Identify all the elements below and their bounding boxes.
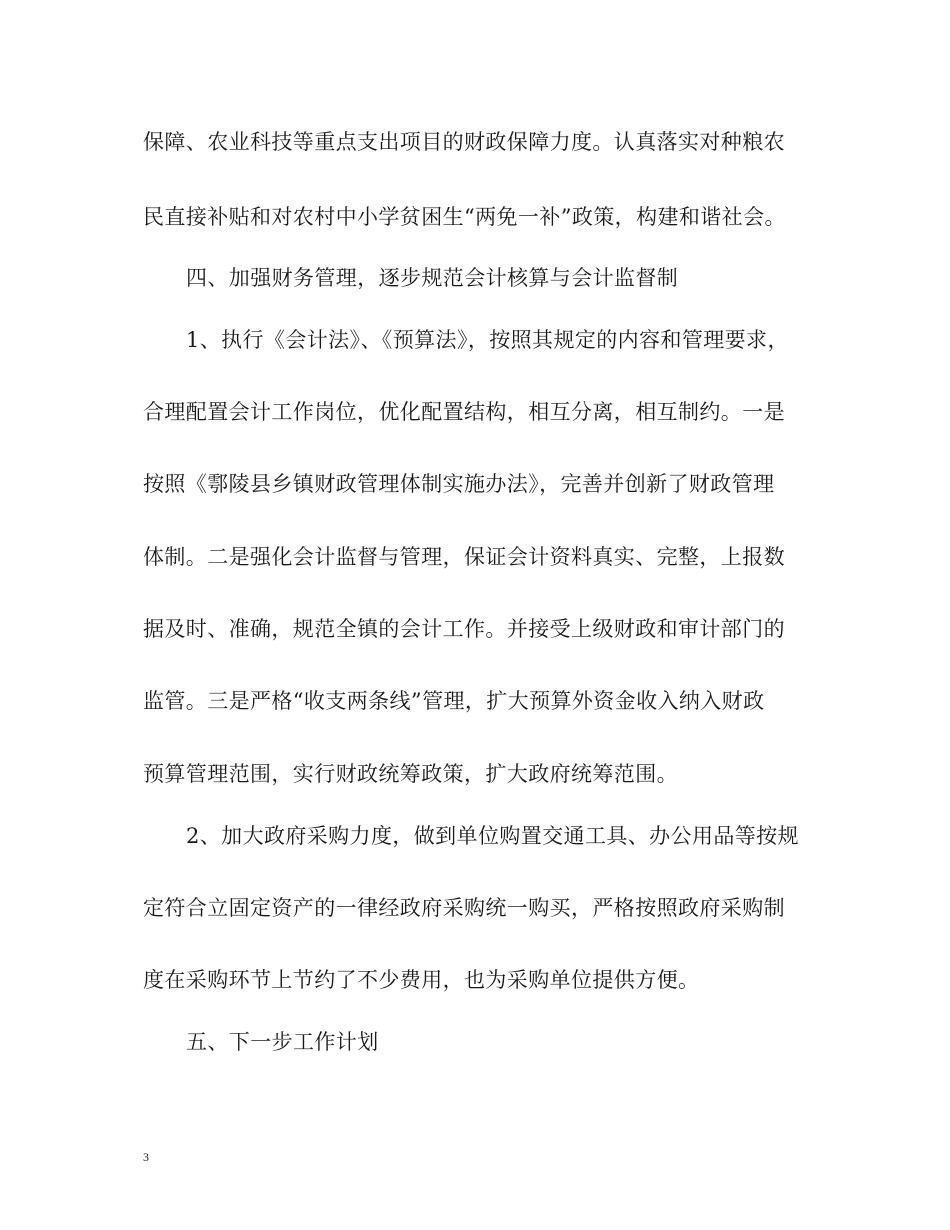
paragraph-line: 监管。三是严格“收支两条线”管理，扩大预算外资金收入纳入财政 — [143, 689, 765, 713]
paragraph-line: 民直接补贴和对农村中小学贫困生“两免一补”政策，构建和谐社会。 — [143, 205, 786, 229]
paragraph-line: 定符合立固定资产的一律经政府采购统一购买，严格按照政府采购制 — [143, 896, 785, 920]
paragraph-line: 按照《鄠陵县乡镇财政管理体制实施办法》，完善并创新了财政管理 — [143, 472, 775, 496]
paragraph-line: 1、执行《会计法》、《预算法》，按照其规定的内容和管理要求， — [186, 328, 789, 352]
paragraph-line: 合理配置会计工作岗位，优化配置结构，相互分离，相互制约。一是 — [143, 400, 785, 424]
page-number: 3 — [143, 1150, 149, 1164]
paragraph-line: 度在采购环节上节约了不少费用，也为采购单位提供方便。 — [143, 968, 700, 992]
paragraph-line: 体制。二是强化会计监督与管理，保证会计资料真实、完整，上报数 — [143, 545, 785, 569]
section-heading: 四、加强财务管理，逐步规范会计核算与会计监督制 — [186, 266, 679, 290]
section-heading: 五、下一步工作计划 — [186, 1030, 379, 1054]
paragraph-line: 保障、农业科技等重点支出项目的财政保障力度。认真落实对种粮农 — [143, 130, 785, 154]
paragraph-line: 预算管理范围，实行财政统筹政策，扩大政府统筹范围。 — [143, 762, 678, 786]
paragraph-line: 2、加大政府采购力度，做到单位购置交通工具、办公用品等按规 — [186, 824, 799, 848]
paragraph-line: 据及时、准确，规范全镇的会计工作。并接受上级财政和审计部门的 — [143, 617, 785, 641]
